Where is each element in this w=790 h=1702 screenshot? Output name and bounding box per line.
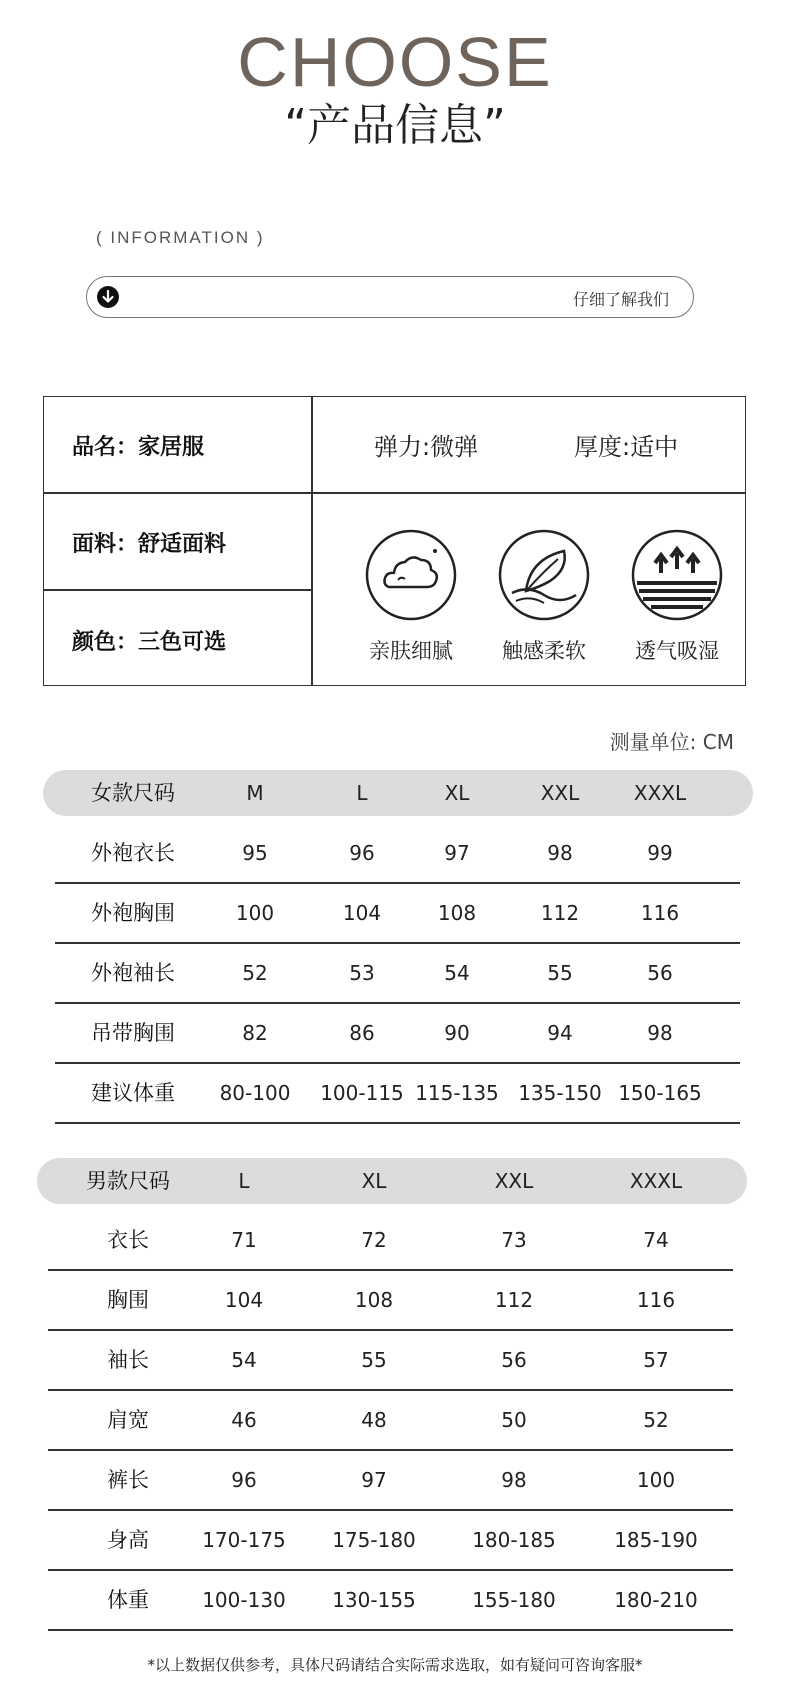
feature-label: 触感柔软	[502, 639, 586, 663]
table-cell: 80-100	[219, 1081, 291, 1105]
table-cell: 135-150	[518, 1081, 602, 1105]
size-header-label: 女款尺码	[91, 781, 175, 805]
table-cell: 71	[231, 1228, 257, 1252]
row-divider	[48, 1269, 733, 1271]
row-divider	[55, 942, 740, 944]
table-cell: 104	[224, 1288, 264, 1312]
table-cell: 100-130	[202, 1588, 286, 1612]
size-header-cell: L	[356, 781, 368, 805]
table-cell: 170-175	[202, 1528, 286, 1552]
table-cell: 52	[643, 1408, 669, 1432]
table-cell: 54	[444, 961, 470, 985]
size-header-cell: XXL	[540, 781, 580, 805]
table-cell: 155-180	[472, 1588, 556, 1612]
table-cell: 116	[636, 1288, 676, 1312]
size-header-cell: XL	[444, 781, 470, 805]
feather-icon	[498, 529, 590, 621]
row-label: 裤长	[107, 1468, 149, 1492]
size-header-cell: XXL	[494, 1169, 534, 1193]
table-cell: 108	[437, 901, 477, 925]
table-cell: 96	[231, 1468, 257, 1492]
learn-more-bar[interactable]	[86, 276, 694, 318]
table-cell: 82	[242, 1021, 268, 1045]
table-cell: 55	[361, 1348, 387, 1372]
choose-title: CHOOSE	[237, 23, 553, 101]
product-name: 品名：家居服	[72, 435, 205, 460]
table-cell: 55	[547, 961, 573, 985]
table-cell: 74	[643, 1228, 669, 1252]
row-label: 吊带胸围	[91, 1021, 175, 1045]
row-label: 体重	[107, 1588, 149, 1612]
row-divider	[48, 1629, 733, 1631]
table-cell: 54	[231, 1348, 257, 1372]
row-label: 外袍衣长	[91, 841, 175, 865]
table-cell: 180-210	[614, 1588, 698, 1612]
product-info-title: “产品信息”	[284, 100, 506, 151]
elasticity-text: 弹力:微弹	[374, 433, 479, 461]
table-cell: 150-165	[618, 1081, 702, 1105]
row-label: 外袍胸围	[91, 901, 175, 925]
table-cell: 98	[647, 1021, 673, 1045]
table-cell: 96	[349, 841, 375, 865]
table-cell: 97	[361, 1468, 387, 1492]
feature-label: 透气吸湿	[635, 639, 719, 663]
table-cell: 175-180	[332, 1528, 416, 1552]
table-cell: 86	[349, 1021, 375, 1045]
table-cell: 46	[231, 1408, 257, 1432]
table-cell: 112	[494, 1288, 534, 1312]
feature-label: 亲肤细腻	[369, 639, 453, 663]
table-cell: 108	[354, 1288, 394, 1312]
row-label: 胸围	[107, 1288, 149, 1312]
men-size-table	[0, 1158, 790, 1638]
thickness-text: 厚度:适中	[574, 433, 679, 461]
table-cell: 112	[540, 901, 580, 925]
measurement-unit-note: 测量单位: CM	[609, 730, 734, 754]
row-divider	[48, 1389, 733, 1391]
table-cell: 116	[640, 901, 680, 925]
table-cell: 100	[636, 1468, 676, 1492]
table-cell: 95	[242, 841, 268, 865]
product-fabric: 面料：舒适面料	[72, 532, 227, 557]
row-divider	[48, 1449, 733, 1451]
table-cell: 50	[501, 1408, 527, 1432]
table-cell: 104	[342, 901, 382, 925]
table-cell: 56	[647, 961, 673, 985]
table-cell: 97	[444, 841, 470, 865]
table-cell: 99	[647, 841, 673, 865]
row-divider	[55, 1122, 740, 1124]
size-header-cell: XL	[361, 1169, 387, 1193]
table-cell: 180-185	[472, 1528, 556, 1552]
product-info-table	[43, 396, 746, 686]
table-cell: 94	[547, 1021, 573, 1045]
information-label: ( INFORMATION )	[96, 228, 265, 247]
row-label: 肩宽	[107, 1408, 149, 1432]
row-label: 身高	[107, 1528, 149, 1552]
row-label: 外袍袖长	[91, 961, 175, 985]
table-cell: 57	[643, 1348, 669, 1372]
row-label: 袖长	[107, 1348, 149, 1372]
row-divider	[55, 882, 740, 884]
disclaimer-note: *以上数据仅供参考，具体尺码请结合实际需求选取，如有疑问可咨询客服*	[147, 1656, 643, 1674]
breathable-arrows-icon	[631, 529, 723, 621]
cloud-icon	[365, 529, 457, 621]
size-header-cell: XXXL	[629, 1169, 683, 1193]
row-label: 建议体重	[91, 1081, 175, 1105]
table-cell: 52	[242, 961, 268, 985]
table-cell: 90	[444, 1021, 470, 1045]
arrow-down-icon	[97, 286, 119, 308]
table-cell: 98	[501, 1468, 527, 1492]
table-cell: 130-155	[332, 1588, 416, 1612]
table-cell: 115-135	[415, 1081, 499, 1105]
size-header-cell: XXXL	[633, 781, 687, 805]
table-cell: 98	[547, 841, 573, 865]
row-label: 衣长	[107, 1228, 149, 1252]
feature-soft-touch	[489, 529, 599, 665]
table-cell: 48	[361, 1408, 387, 1432]
feature-breathable	[622, 529, 732, 665]
product-color: 颜色：三色可选	[72, 630, 227, 655]
row-divider	[55, 1002, 740, 1004]
row-divider	[55, 1062, 740, 1064]
table-cell: 53	[349, 961, 375, 985]
row-divider	[48, 1329, 733, 1331]
table-cell: 73	[501, 1228, 527, 1252]
size-header-label: 男款尺码	[86, 1169, 170, 1193]
women-size-table	[0, 770, 790, 1130]
table-cell: 100	[235, 901, 275, 925]
table-cell: 72	[361, 1228, 387, 1252]
feature-skin-friendly	[356, 529, 466, 665]
learn-more-text: 仔细了解我们	[572, 290, 669, 309]
size-header-cell: M	[246, 781, 264, 805]
table-cell: 100-115	[320, 1081, 404, 1105]
table-cell: 185-190	[614, 1528, 698, 1552]
row-divider	[48, 1509, 733, 1511]
size-header-cell: L	[238, 1169, 250, 1193]
table-cell: 56	[501, 1348, 527, 1372]
row-divider	[48, 1569, 733, 1571]
